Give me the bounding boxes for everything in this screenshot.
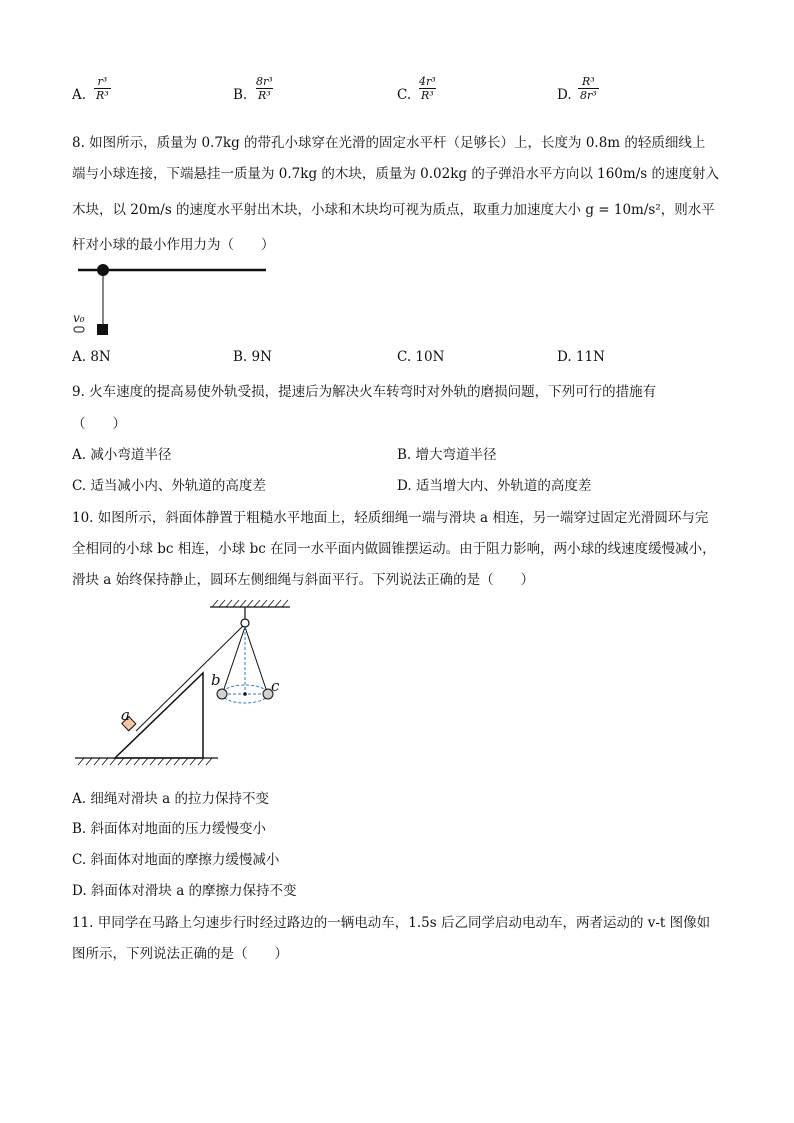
ground-hatching [78,758,212,765]
q7-option-d-denominator: 8r³ [580,89,597,102]
q8-text-line-2: 端与小球连接，下端悬挂一质量为 0.7kg 的木块，质量为 0.02kg 的子弹沿水平方向以 160m/s 的速度射入 [72,166,719,182]
q7-option-b-letter: B. [233,87,248,103]
q8-text-line-3: 木块，以 20m/s 的速度水平射出木块，小球和木块均可视为质点，取重力加速度大小 g = 10m/s²，则水平 [72,202,715,218]
q7-option-b-denominator: R³ [257,89,271,102]
q9-option-a: A. 减小弯道半径 [72,447,172,463]
q7-option-a-denominator: R³ [96,89,109,102]
q8-option-a: A. 8N [72,349,111,365]
q7-option-c-numerator: 4r³ [419,75,436,88]
q10-text-line-1: 10. 如图所示，斜面体静置于粗糙水平地面上，轻质细绳一端与滑块 a 相连，另一端穿过固定光滑圆环与完 [72,510,709,526]
q10-figure [70,595,300,770]
bullet [74,327,84,332]
q7-option-c-fraction [417,75,438,102]
q10-figure-label-c: c [271,677,280,695]
smooth-ring [241,619,249,627]
wooden-block [97,324,108,335]
q10-option-c: C. 斜面体对地面的摩擦力缓慢减小 [72,852,280,868]
q10-option-b: B. 斜面体对地面的压力缓慢变小 [72,821,267,837]
q7-option-a-fraction [94,75,111,102]
q7-option-c-denominator: R³ [420,89,434,102]
q8-text-line-1: 8. 如图所示，质量为 0.7kg 的带孔小球穿在光滑的固定水平杆（足够长）上，长度为 0.8m 的轻质细线上 [72,135,706,151]
q10-figure-label-a: a [121,706,130,724]
q10-text-line-2: 全相同的小球 bc 相连，小球 bc 在同一水平面内做圆锥摆运动。由于阻力影响，两小球的线速度缓慢减小， [72,541,716,557]
q9-text-line-2: （ ） [72,416,126,432]
rope-to-ball-b [223,627,245,692]
ball-b [217,689,227,699]
q9-option-c: C. 适当减小内、外轨道的高度差 [72,478,266,494]
q7-option-c-letter: C. [397,87,412,103]
q10-text-line-3: 滑块 a 始终保持静止，圆环左侧细绳与斜面平行。下列说法正确的是（ ） [72,572,535,588]
q9-option-d: D. 适当增大内、外轨道的高度差 [397,478,592,494]
q7-option-a-letter: A. [72,87,87,103]
q9-option-b: B. 增大弯道半径 [397,447,497,463]
q7-option-b-numerator: 8r³ [256,75,273,88]
q10-figure-label-b: b [211,671,221,689]
q7-option-a-numerator: r³ [97,75,108,88]
q8-text-line-4: 杆对小球的最小作用力为（ ） [72,237,275,253]
q7-option-d-fraction [578,75,599,102]
q8-figure [68,258,278,340]
q11-text-line-1: 11. 甲同学在马路上匀速步行时经过路边的一辆电动车，1.5s 后乙同学启动电动车，两者运动的 v-t 图像如 [72,915,711,931]
q8-option-b: B. 9N [233,349,272,365]
q8-option-d: D. 11N [557,349,605,365]
q11-text-line-2: 图所示，下列说法正确的是（ ） [72,946,288,962]
q7-option-b-fraction [254,75,275,102]
q7-option-d-numerator: R³ [581,75,595,88]
q10-option-d: D. 斜面体对滑块 a 的摩擦力保持不变 [72,883,297,899]
q9-text-line-1: 9. 火车速度的提高易使外轨受损，提速后为解决火车转弯时对外轨的磨损问题，下列可行的措施有 [72,384,657,400]
circle-center [243,692,247,696]
q8-figure-v0-label: v₀ [73,311,85,325]
ceiling-hatching [212,600,288,607]
q8-option-c: C. 10N [397,349,445,365]
q7-option-d-letter: D. [557,87,572,103]
rope-to-block [136,626,243,731]
q10-option-a: A. 细绳对滑块 a 的拉力保持不变 [72,791,269,807]
rope-to-ball-c [245,627,267,692]
